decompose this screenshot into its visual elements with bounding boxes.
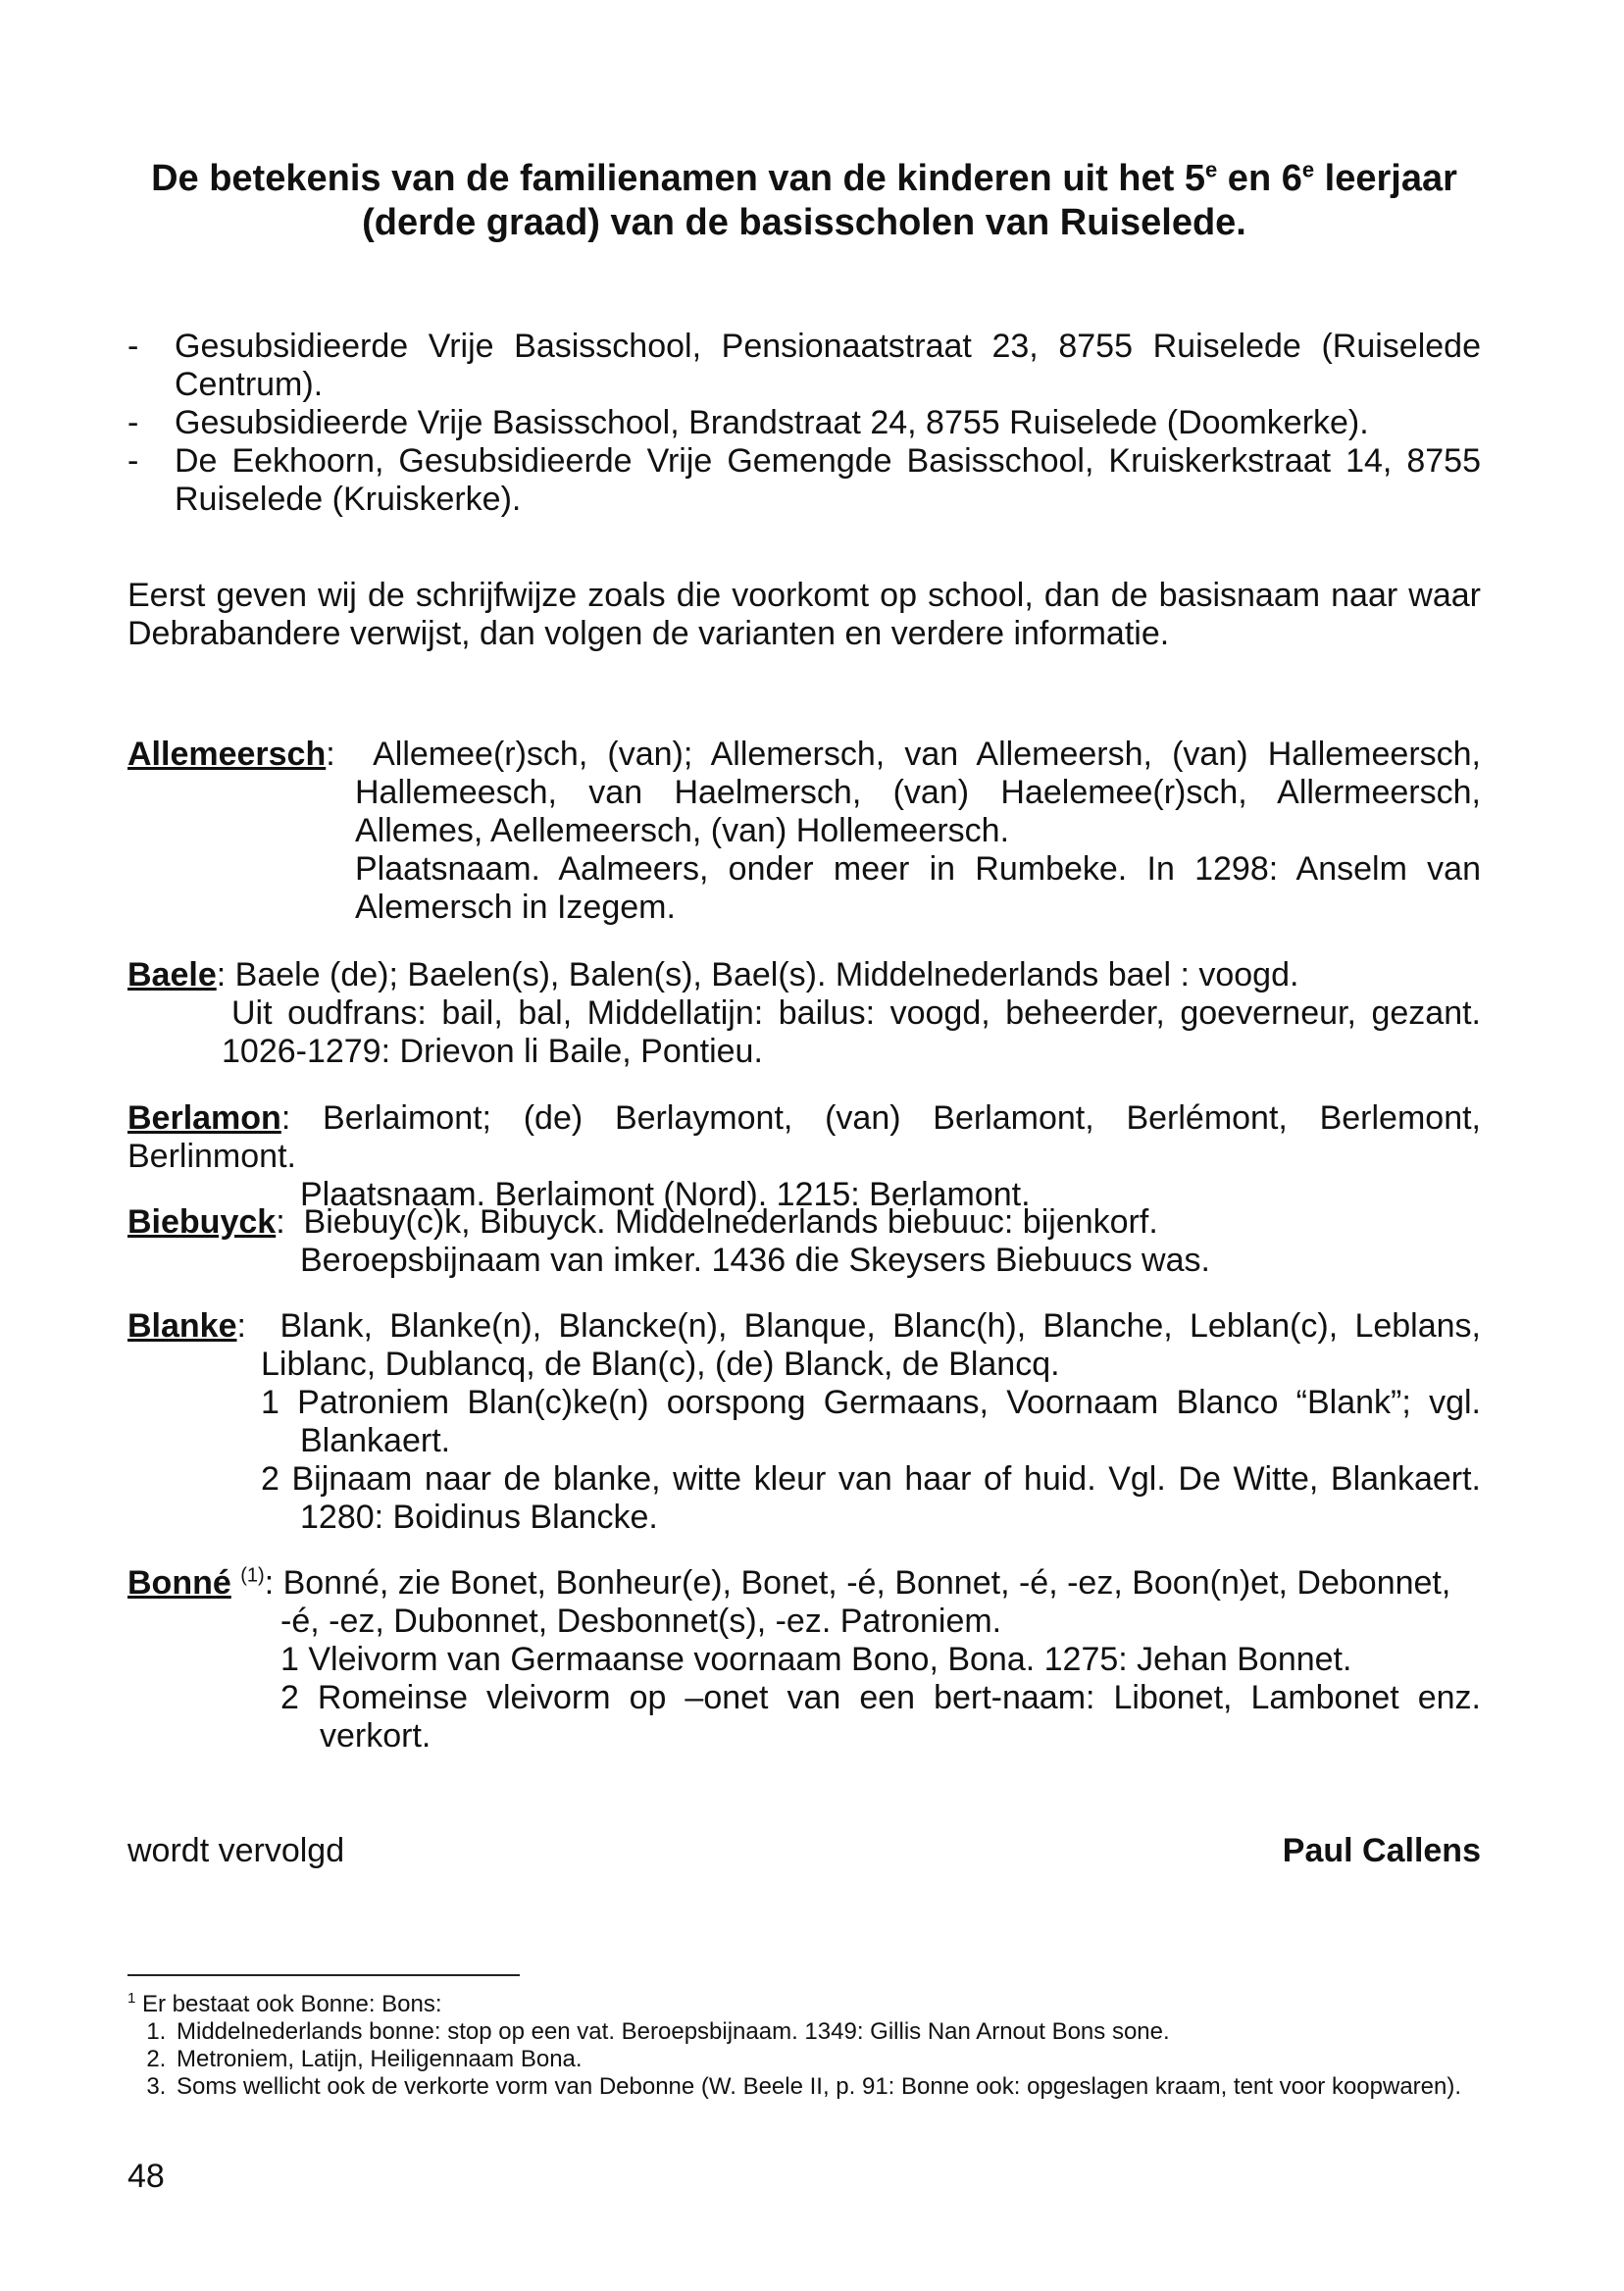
footnote-ref: (1) [240, 1564, 265, 1587]
footnote-item: 3. Soms wellicht ook de verkorte vorm van Debonne (W. Beele II, p. 91: Bonne ook: opgeslagen kraam, tent voor koopwaren). [173, 2073, 1481, 2101]
entry-head: Baele [127, 956, 217, 993]
page-number: 48 [127, 2158, 165, 2195]
school-item: - Gesubsidieerde Vrije Basisschool, Brandstraat 24, 8755 Ruiselede (Doomkerke). [127, 404, 1369, 441]
footnote-divider [127, 1974, 520, 1976]
title-line-1: De betekenis van de familienamen van de kinderen uit het 5e en 6e leerjaar [151, 157, 1457, 199]
footnote-item: 1. Middelnederlands bonne: stop op een vat. Beroepsbijnaam. 1349: Gillis Nan Arnout Bons sone. [173, 2018, 1481, 2046]
footnote-list [127, 2018, 1481, 2101]
page-title [118, 157, 1491, 245]
entry-head: Bonné [127, 1564, 231, 1602]
footnotes [127, 1991, 1481, 2101]
entry-baele: Baele: Baele (de); Baelen(s), Balen(s), Bael(s). Middelnederlands bael : voogd. Uit oudfrans: bail, bal, Middellatijn: bailus: voogd, beheerder, goeverneur, gezant. 1026-1279: Drievon li Baile, Pontieu. [127, 956, 1481, 1070]
entry-head: Blanke [127, 1307, 237, 1345]
school-item: - Gesubsidieerde Vrije Basisschool, Pensionaatstraat 23, 8755 Ruiselede (Ruiselede Centrum). [127, 328, 1481, 403]
entry-biebuyck: Biebuyck: Biebuy(c)k, Bibuyck. Middelnederlands biebuuc: bijenkorf. Beroepsbijnaam van imker. 1436 die Skeysers Biebuucs was. [127, 1203, 1210, 1279]
continued-note: wordt vervolgd [127, 1832, 345, 1869]
author-name: Paul Callens [1282, 1832, 1481, 1869]
title-line-2: (derde graad) van de basisscholen van Ruiselede. [362, 202, 1246, 243]
entry-head: Biebuyck [127, 1203, 277, 1241]
entry-head: Berlamon [127, 1099, 281, 1137]
intro-paragraph: Eerst geven wij de schrijfwijze zoals die voorkomt op school, dan de basisnaam naar waar Debrabandere verwijst, dan volgen de varianten en verdere informatie. [127, 577, 1481, 652]
school-item: - De Eekhoorn, Gesubsidieerde Vrije Gemengde Basisschool, Kruiskerkstraat 14, 8755 Ruiselede (Kruiskerke). [127, 442, 1481, 518]
school-list [127, 328, 1481, 519]
entry-allemeersch: Allemeersch: Allemee(r)sch, (van); Allemersch, van Allemeersh, (van) Hallemeersch, Hallemeesch, van Haelmersch, (van) Haelemee(r)sch, Allermeersch, Allemes, Aellemeersch, (van) Hollemeersch. Plaatsnaam. Aalmeers, onder meer in Rumbeke. In 1298: Anselm van Alemersch in Izegem. [127, 736, 1482, 926]
entry-berlamon: Berlamon: Berlaimont; (de) Berlaymont, (van) Berlamont, Berlémont, Berlemont, Berlinmont. Plaatsnaam. Berlaimont (Nord). 1215: Berlamont. [127, 1099, 1481, 1213]
footnote-item: 2. Metroniem, Latijn, Heiligennaam Bona. [173, 2046, 1481, 2073]
entry-blanke: Blanke: Blank, Blanke(n), Blancke(n), Blanque, Blanc(h), Blanche, Leblan(c), Leblans, Liblanc, Dublancq, de Blan(c), (de) Blanck, de Blancq. 1 Patroniem Blan(c)ke(n) oorspong Germaans, Voornaam Blanco “Blank”; vgl. Blankaert. 2 Bijnaam naar de blanke, witte kleur van haar of huid. Vgl. De Witte, Blankaert. 1280: Boidinus Blancke. [127, 1307, 1481, 1536]
entry-bonne: Bonné $^{(1)}$: Bonné, zie Bonet, Bonheur(e), Bonet, -é, Bonnet, -é, -ez, Boon(n)et, Debonnet, -é, -ez, Dubonnet, Desbonnet(s), -ez. Patroniem. 1 Vleivorm van Germaanse voornaam Bono, Bona. 1275: Jehan Bonnet. 2 Romeinse vleivorm op –onet van een bert-naam: Libonet, Lambonet enz. verkort. [127, 1564, 1481, 1755]
footnote-head: $^1$ Er bestaat ook Bonne: Bons: [127, 1990, 442, 2017]
entry-head: Allemeersch [127, 736, 327, 773]
